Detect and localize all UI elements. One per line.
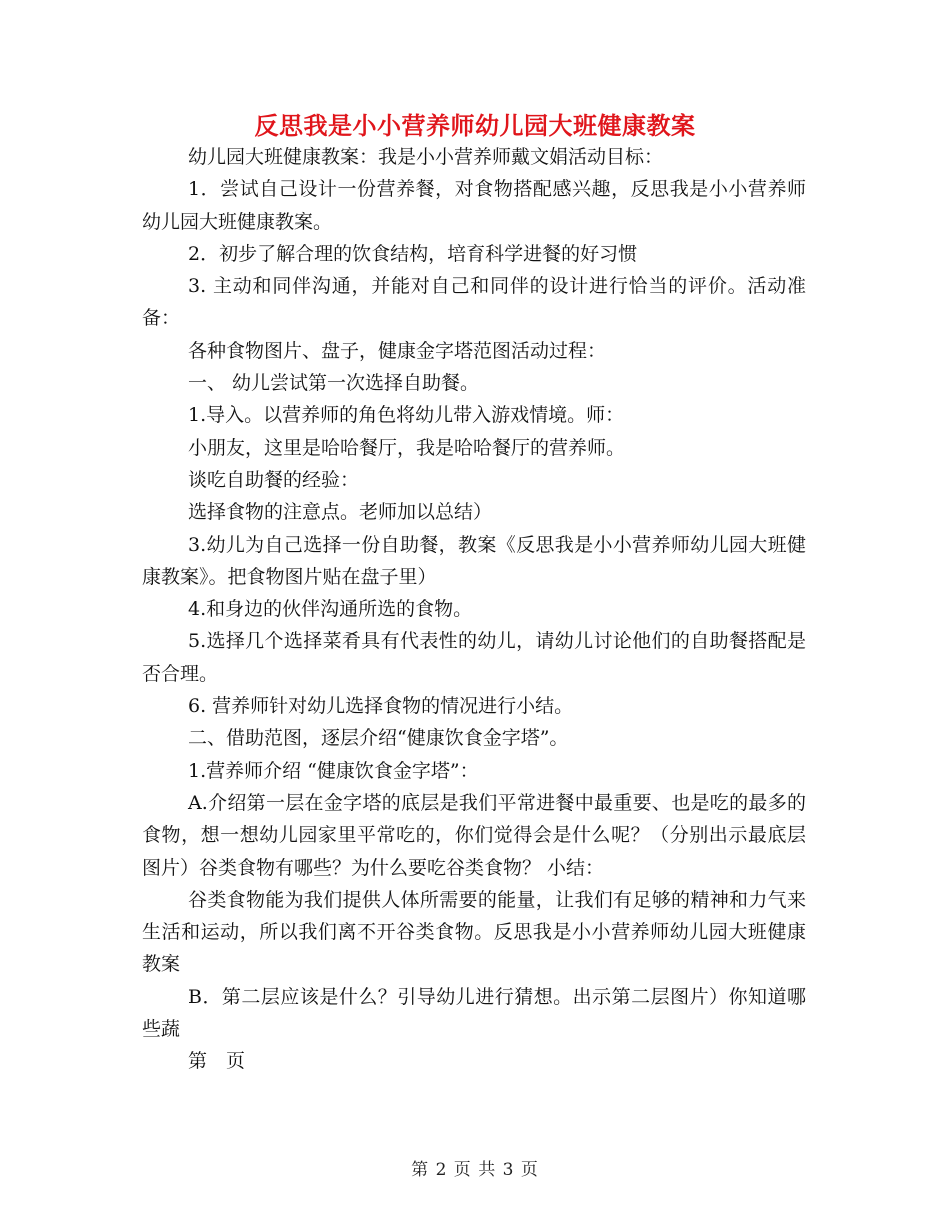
paragraph: 1.导入。以营养师的角色将幼儿带入游戏情境。师： <box>188 404 625 427</box>
paragraph: 各种食物图片、盘子，健康金字塔范图活动过程： <box>188 339 607 362</box>
paragraph: 1．尝试自己设计一份营养餐，对食物搭配感兴趣，反思我是小小营养师幼儿园大班健康教案。 <box>142 178 806 233</box>
paragraph: 6. 营养师针对幼儿选择食物的情况进行小结。 <box>188 695 574 718</box>
page-footer: 第 2 页 共 3 页 <box>411 1160 539 1180</box>
paragraph: 谈吃自助餐的经验： <box>188 468 360 491</box>
paragraph: 2．初步了解合理的饮食结构，培育科学进餐的好习惯 <box>188 242 638 265</box>
paragraph: 3.幼儿为自己选择一份自助餐，教案《反思我是小小营养师幼儿园大班健康教案》。把食物图片贴在盘子里） <box>142 533 806 588</box>
document-title: 反思我是小小营养师幼儿园大班健康教案 <box>254 111 696 140</box>
paragraph: 1.营养师介绍 “健康饮食金字塔”： <box>188 759 479 782</box>
paragraph: 幼儿园大班健康教案：我是小小营养师戴文娟活动目标： <box>188 146 664 168</box>
document-body <box>142 141 806 1078</box>
paragraph: 谷类食物能为我们提供人体所需要的能量，让我们有足够的精神和力气来生活和运动，所以我们离不开谷类食物。反思我是小小营养师幼儿园大班健康教案 <box>142 888 806 976</box>
paragraph: 5.选择几个选择菜肴具有代表性的幼儿，请幼儿讨论他们的自助餐搭配是否合理。 <box>142 630 806 685</box>
paragraph: 一、 幼儿尝试第一次选择自助餐。 <box>188 372 480 395</box>
page-number-inline: 第 页 <box>188 1050 246 1073</box>
paragraph: 选择食物的注意点。老师加以总结） <box>188 501 493 524</box>
paragraph: 小朋友，这里是哈哈餐厅，我是哈哈餐厅的营养师。 <box>188 436 626 459</box>
paragraph: B．第二层应该是什么？引导幼儿进行猜想。出示第二层图片）你知道哪些蔬 <box>142 985 806 1041</box>
paragraph: A.介绍第一层在金字塔的底层是我们平常进餐中最重要、也是吃的最多的食物，想一想幼儿园家里平常吃的，你们觉得会是什么呢？（分别出示最底层图片）谷类食物有哪些？为什么要吃谷类食物？ 小结： <box>142 791 806 879</box>
paragraph: 3. 主动和同伴沟通，并能对自己和同伴的设计进行恰当的评价。活动准备： <box>142 275 806 330</box>
paragraph: 二、借助范图，逐层介绍“健康饮食金字塔”。 <box>188 727 569 750</box>
paragraph: 4.和身边的伙伴沟通所选的食物。 <box>188 598 473 621</box>
